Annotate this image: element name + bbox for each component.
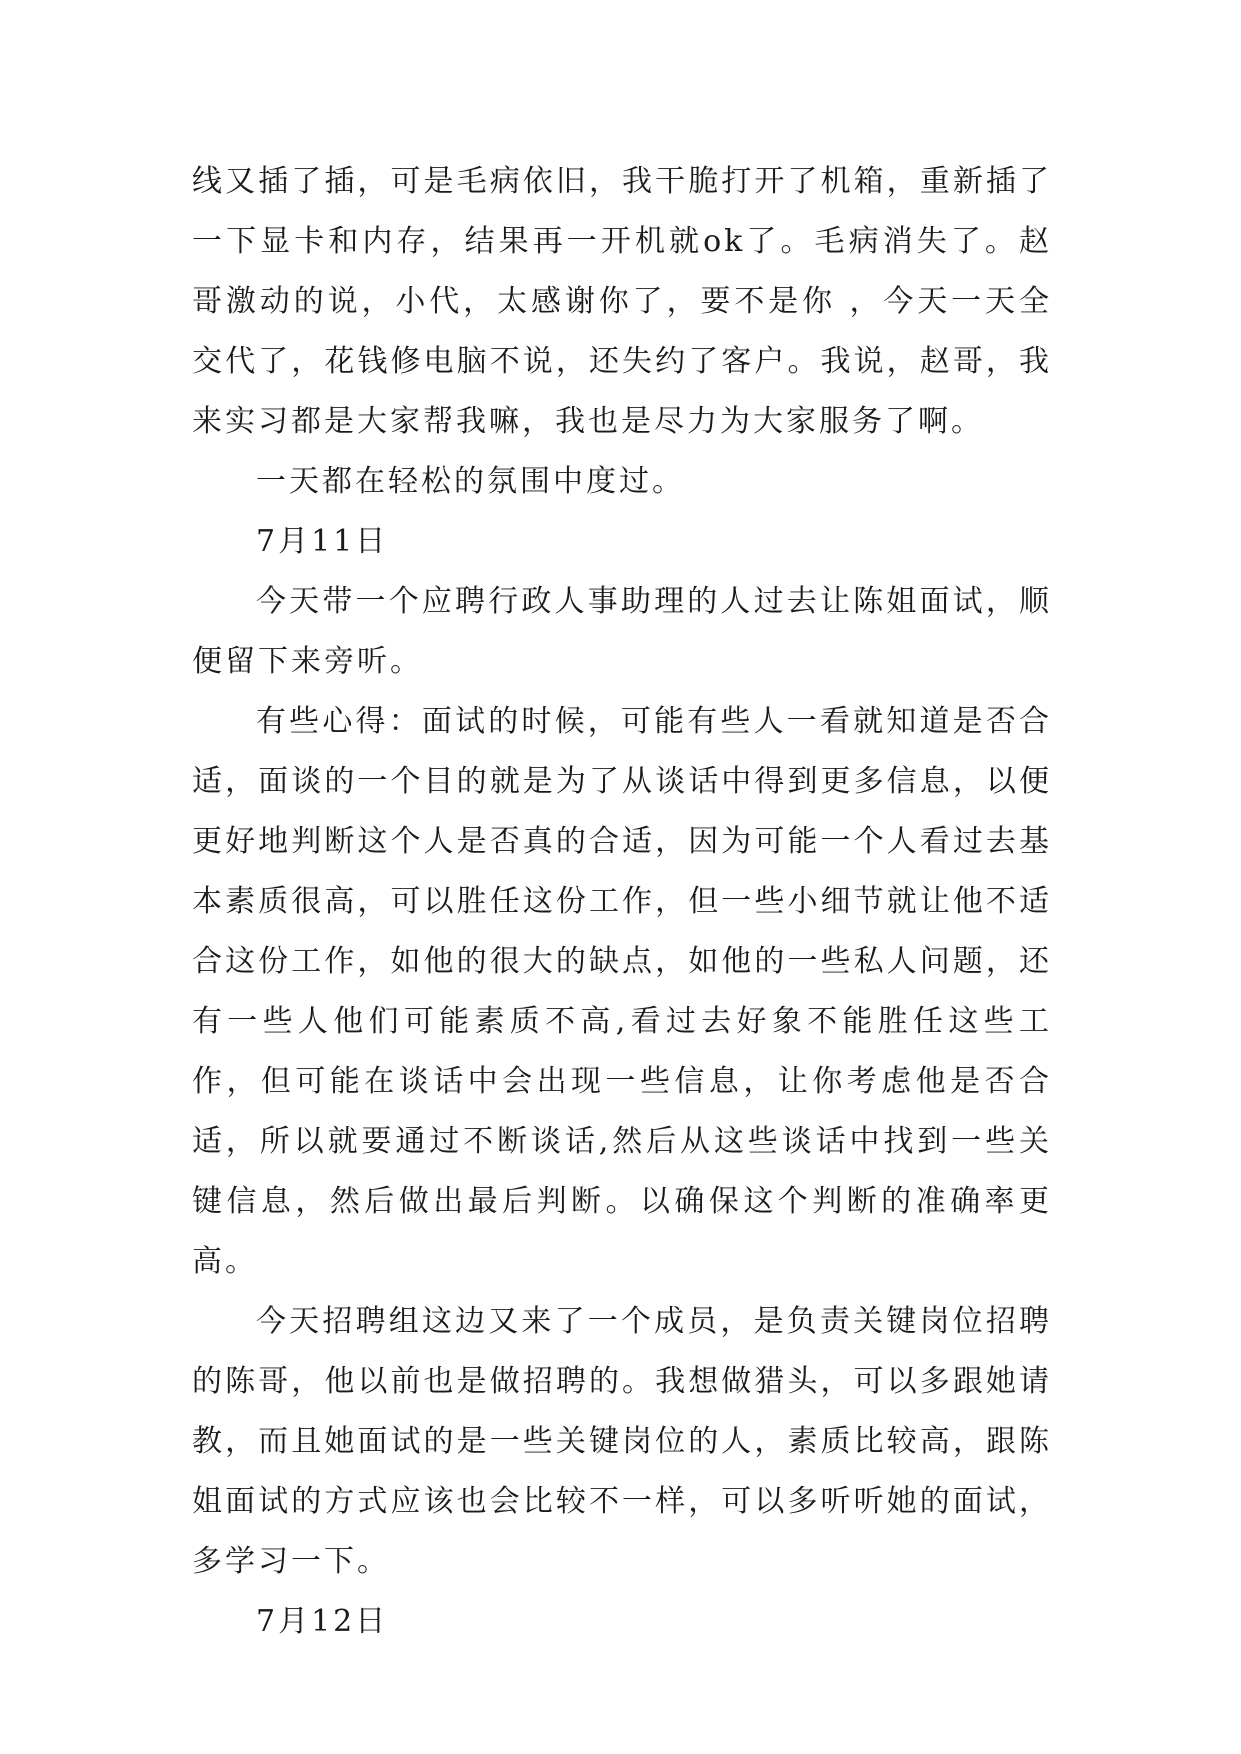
paragraph-relaxed-day: 一天都在轻松的氛围中度过。 xyxy=(256,464,685,499)
date-heading-july-12: 7月12日 xyxy=(256,1604,389,1639)
paragraph-continuation: 线又插了插，可是毛病依旧，我干脆打开了机箱，重新插了一下显卡和内存，结果再一开机就ok了。毛病消失了。赵哥激动的说，小代，太感谢你了，要不是你 ，今天一天全交代了，花钱修电脑不说，还失约了客户。我说，赵哥，我来实习都是大家帮我嘛，我也是尽力为大家服务了啊。 xyxy=(192,164,1052,439)
paragraph-new-team-member: 今天招聘组这边又来了一个成员，是负责关键岗位招聘的陈哥，他以前也是做招聘的。我想做猎头，可以多跟她请教，而且她面试的是一些关键岗位的人，素质比较高，跟陈姐面试的方式应该也会比较不一样，可以多听听她的面试，多学习一下。 xyxy=(192,1304,1052,1579)
paragraph-interview-insights: 有些心得：面试的时候，可能有些人一看就知道是否合适，面谈的一个目的就是为了从谈话中得到更多信息，以便更好地判断这个人是否真的合适，因为可能一个人看过去基本素质很高，可以胜任这份工作，但一些小细节就让他不适合这份工作，如他的很大的缺点，如他的一些私人问题，还有一些人他们可能素质不高,看过去好象不能胜任这些工作，但可能在谈话中会出现一些信息，让你考虑他是否合适，所以就要通过不断谈话,然后从这些谈话中找到一些关键信息，然后做出最后判断。以确保这个判断的准确率更高。 xyxy=(192,704,1052,1279)
document-body xyxy=(192,152,1052,1652)
paragraph-interview-escort: 今天带一个应聘行政人事助理的人过去让陈姐面试，顺便留下来旁听。 xyxy=(192,584,1052,679)
date-heading-july-11: 7月11日 xyxy=(256,524,389,559)
